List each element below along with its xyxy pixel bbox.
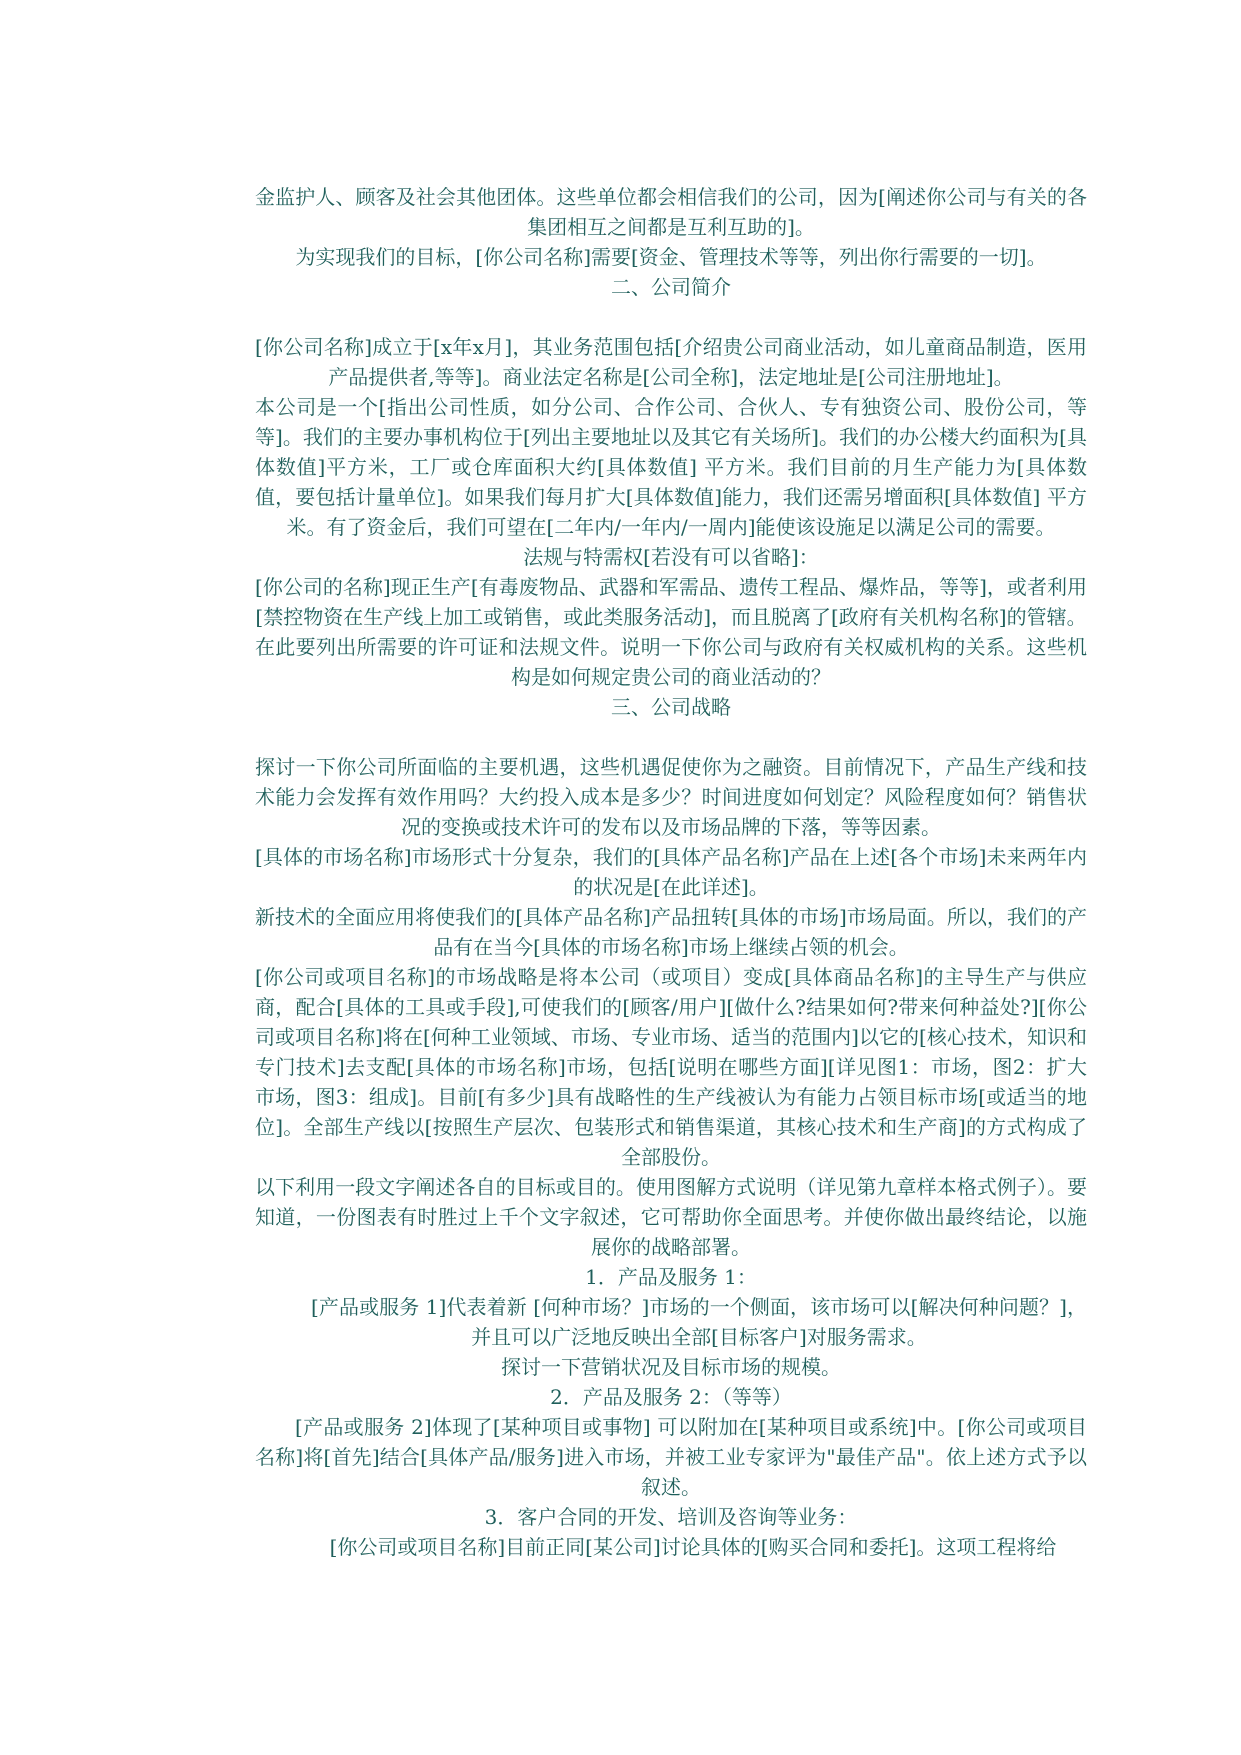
- paragraph-stakeholders: 金监护人、顾客及社会其他团体。这些单位都会相信我们的公司，因为[阐述你公司与有关的各集团相互之间都是互利互助的]。: [255, 185, 1087, 239]
- subheading-client-contracts: 3．客户合同的开发、培训及咨询等业务：: [484, 1505, 858, 1529]
- paragraph-marketing: 探讨一下营销状况及目标市场的规模。: [501, 1355, 841, 1379]
- paragraph-licenses: 在此要列出所需要的许可证和法规文件。说明一下你公司与政府有关权威机构的关系。这些机构是如何规定贵公司的商业活动的？: [255, 635, 1087, 689]
- subheading-product-1: 1．产品及服务 1：: [585, 1265, 757, 1289]
- paragraph-product-2: [产品或服务 2]体现了[某种项目或事物] 可以附加在[某种项目或系统]中。[你公司或项目名称]将[首先]结合[具体产品/服务]进入市场，并被工业专家评为"最佳产品"。依上述方式予以叙述。: [255, 1415, 1087, 1499]
- section-heading-strategy: 三、公司战略: [611, 695, 731, 719]
- paragraph-founding: [你公司名称]成立于[x年x月]，其业务范围包括[介绍贵公司商业活动，如儿童商品制造，医用产品提供者,等等]。商业法定名称是[公司全称]，法定地址是[公司注册地址]。: [255, 335, 1087, 389]
- paragraph-needs: 为实现我们的目标，[你公司名称]需要[资金、管理技术等等，列出你行需要的一切]。: [295, 245, 1047, 269]
- document-page: [255, 182, 1087, 1562]
- paragraph-opportunities: 探讨一下你公司所面临的主要机遇，这些机遇促使你为之融资。目前情况下，产品生产线和技术能力会发挥有效作用吗？大约投入成本是多少？时间进度如何划定？风险程度如何？销售状况的变换或技术许可的发布以及市场品牌的下落，等等因素。: [255, 755, 1087, 839]
- paragraph-market-strategy: [你公司或项目名称]的市场战略是将本公司（或项目）变成[具体商品名称]的主导生产与供应商，配合[具体的工具或手段],可使我们的[顾客/用户][做什么?结果如何?带来何种益处?][你公司或项目名称]将在[何种工业领域、市场、专业市场、适当的范围内]以它的[核心技术，知识和专门技术]去支配[具体的市场名称]市场，包括[说明在哪些方面][详见图1：市场，图2：扩大市场，图3：组成]。目前[有多少]具有战略性的生产线被认为有能力占领目标市场[或适当的地位]。全部生产线以[按照生产层次、包装形式和销售渠道，其核心技术和生产商]的方式构成了全部股份。: [255, 965, 1087, 1169]
- paragraph-company-nature: 本公司是一个[指出公司性质，如分公司、合作公司、合伙人、专有独资公司、股份公司，等等]。我们的主要办事机构位于[列出主要地址以及其它有关场所]。我们的办公楼大约面积为[具体数值]平方米，工厂或仓库面积大约[具体数值] 平方米。我们目前的月生产能力为[具体数值，要包括计量单位]。如果我们每月扩大[具体数值]能力，我们还需另增面积[具体数值] 平方米。有了资金后，我们可望在[二年内/一年内/一周内]能使该设施足以满足公司的需要。: [255, 395, 1087, 539]
- section-heading-company-profile: 二、公司简介: [611, 275, 731, 299]
- paragraph-product-1: [产品或服务 1]代表着新 [何种市场？]市场的一个侧面，该市场可以[解决何种问题？]，并且可以广泛地反映出全部[目标客户]对服务需求。: [311, 1295, 1087, 1349]
- paragraph-production: [你公司的名称]现正生产[有毒废物品、武器和军需品、遗传工程品、爆炸品，等等]，或者利用[禁控物资在生产线上加工或销售，或此类服务活动]，而且脱离了[政府有关机构名称]的管辖。: [255, 575, 1087, 629]
- paragraph-contracts: [你公司或项目名称]目前正同[某公司]讨论具体的[购买合同和委托]。这项工程将给: [329, 1535, 1057, 1559]
- subheading-regulations: 法规与特需权[若没有可以省略]：: [523, 545, 819, 569]
- paragraph-market-form: [具体的市场名称]市场形式十分复杂，我们的[具体产品名称]产品在上述[各个市场]未来两年内的状况是[在此详述]。: [255, 845, 1087, 899]
- paragraph-goals: 以下利用一段文字阐述各自的目标或目的。使用图解方式说明（详见第九章样本格式例子）。要知道，一份图表有时胜过上千个文字叙述，它可帮助你全面思考。并使你做出最终结论，以施展你的战略部署。: [255, 1175, 1087, 1259]
- subheading-product-2: 2．产品及服务 2：（等等）: [550, 1385, 792, 1409]
- paragraph-new-technology: 新技术的全面应用将使我们的[具体产品名称]产品扭转[具体的市场]市场局面。所以，我们的产品有在当今[具体的市场名称]市场上继续占领的机会。: [255, 905, 1087, 959]
